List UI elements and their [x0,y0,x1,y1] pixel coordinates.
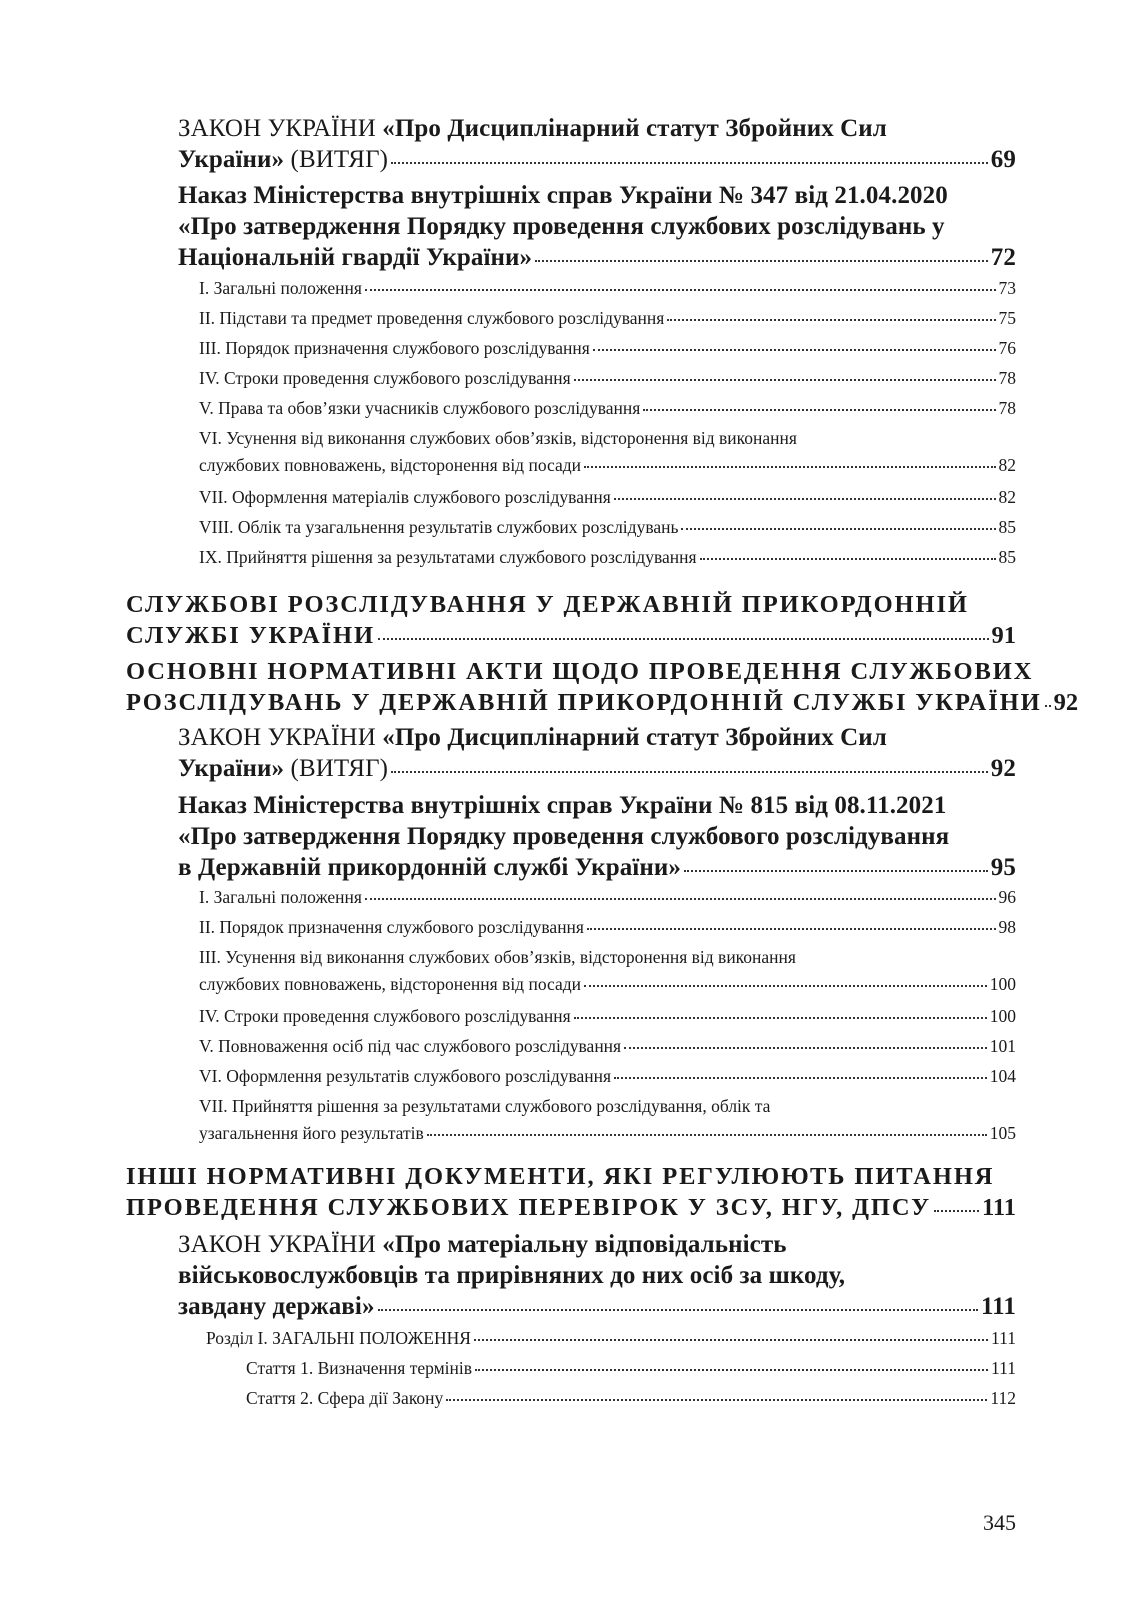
toc-entry-line [199,514,1016,541]
toc-entry-title [199,971,581,998]
toc-entry[interactable] [126,1161,1016,1223]
toc-entry-title [178,113,887,144]
toc-entry-title [178,821,949,852]
toc-entry-line [178,821,1016,852]
dot-leader [584,985,987,987]
toc-entry-title [178,722,887,753]
toc-entry-title [178,1260,845,1291]
toc-entry-line [199,335,1016,362]
toc-entry-title [199,884,362,911]
toc-entry-text: ОСНОВНІ НОРМАТИВНІ АКТИ ЩОДО ПРОВЕДЕННЯ СЛУЖБОВИХ [126,658,1034,685]
toc-entry-line [178,852,1016,883]
toc-entry-text: «Про Дисциплінарний статут Збройних Сил [382,724,887,751]
toc-entry-title [178,242,532,273]
dot-leader [593,349,996,351]
toc-entry-text: службових повноважень, відсторонення від посади [199,974,582,994]
toc-entry-text: II. Підстави та предмет проведення службового розслідування [199,308,665,328]
toc-page-number: 95 [990,854,1016,881]
toc-entry-line [126,1161,1016,1192]
dot-leader [475,1369,988,1371]
dot-leader [378,1309,978,1311]
toc-entry-title [199,395,640,422]
dot-leader [535,260,988,262]
toc-entry-title [178,211,945,242]
toc-page-number: 82 [998,455,1016,475]
toc-page-number: 92 [1053,689,1079,716]
toc-entry-text: військовослужбовців та прирівняних до них осіб за шкоду, [178,1262,846,1289]
toc-entry[interactable] [199,395,1016,422]
toc-entry-text: I. Загальні положення [199,278,362,298]
toc-entry[interactable] [199,365,1016,392]
toc-entry-text: VII. Прийняття рішення за результатами службового розслідування, облік та [199,1096,771,1116]
dot-leader [587,928,996,930]
toc-entry-line [178,1291,1016,1322]
toc-entry-line [246,1355,1016,1382]
toc-entry-line [206,1325,1016,1352]
toc-entry-line [199,1120,1016,1147]
toc-entry[interactable] [199,484,1016,511]
dot-leader [684,870,988,872]
toc-entry-text: ІНШІ НОРМАТИВНІ ДОКУМЕНТИ, ЯКІ РЕГУЛЮЮТЬ ПИТАННЯ [126,1163,995,1190]
toc-entry[interactable] [199,305,1016,332]
toc-entry-title [178,790,946,821]
toc-entry-text: VI. Усунення від виконання службових обов’язків, відсторонення від виконання [199,428,797,448]
toc-page-number: 76 [998,338,1016,358]
toc-entry-line [178,211,1016,242]
toc-entry[interactable] [199,514,1016,541]
toc-entry-line [199,275,1016,302]
toc-entry-text: VI. Оформлення результатів службового розслідування [199,1066,612,1086]
toc-entry-line [246,1385,1016,1412]
toc-page-number: 100 [989,1006,1016,1026]
dot-leader [378,638,989,640]
page-number: 345 [983,1510,1016,1535]
toc-entry-title [199,425,797,452]
toc-entry-title [199,275,362,302]
toc-entry-text: V. Права та обов’язки учасників службового розслідування [199,398,641,418]
toc-page-number: 98 [998,917,1016,937]
toc-entry-line [199,914,1016,941]
toc-entry-title [199,544,697,571]
toc-page-number: 92 [990,755,1016,782]
toc-entry[interactable] [206,1325,1016,1352]
toc-entry-title [199,305,664,332]
toc-entry-line [199,484,1016,511]
toc-page-number: 91 [991,622,1016,649]
toc-entry-title [178,180,948,211]
toc-entry-line [178,790,1016,821]
toc-page-number: 85 [998,517,1016,537]
toc-entry-title [199,944,796,971]
toc-entry-text: (ВИТЯГ) [284,755,389,782]
toc-entry-text: ЗАКОН УКРАЇНИ [178,724,383,751]
toc-entry-title [178,852,681,883]
toc-page-number: 111 [981,1194,1016,1221]
toc-page-number: 78 [998,398,1016,418]
toc-entry-title [246,1385,443,1412]
toc-entry-title [126,589,969,620]
toc-entry-text: IX. Прийняття рішення за результатами службового розслідування [199,547,697,567]
toc-entry-line [199,1003,1016,1030]
toc-entry-line [199,1093,1016,1120]
toc-entry-title [126,620,375,651]
toc-page-number: 72 [990,244,1016,271]
toc-entry-text: в Державній прикордонній службі України» [178,854,681,881]
dot-leader [624,1047,987,1049]
toc-entry-text: ПРОВЕДЕННЯ СЛУЖБОВИХ ПЕРЕВІРОК У ЗСУ, НГУ, ДПСУ [126,1194,932,1221]
toc-entry-line [126,589,1016,620]
toc-entry-title [199,1003,571,1030]
toc-entry-line [199,305,1016,332]
toc-entry-title [178,1291,375,1322]
toc-entry-text: I. Загальні положення [199,887,362,907]
toc-entry-text: III. Порядок призначення службового розслідування [199,338,590,358]
toc-entry[interactable] [199,275,1016,302]
toc-entry-line [199,1063,1016,1090]
toc-entry-text: завдану державі» [178,1293,375,1320]
toc-entry-title [199,365,571,392]
toc-entry-line [199,944,1016,971]
dot-leader [667,319,995,321]
toc-entry-text: Наказ Міністерства внутрішніх справ України № 347 від 21.04.2020 [178,182,948,209]
toc-entry-text: VII. Оформлення матеріалів службового розслідування [199,487,611,507]
dot-leader [681,528,995,530]
toc-entry[interactable] [126,589,1016,651]
toc-page-number: 85 [998,547,1016,567]
dot-leader [391,771,988,773]
toc-entry-title [199,914,584,941]
toc-entry[interactable] [178,722,1016,784]
toc-entry-line [126,656,1034,687]
toc-entry-title [178,144,388,175]
toc-entry-line [126,620,1016,651]
toc-entry-text: VIII. Облік та узагальнення результатів службових розслідувань [199,517,679,537]
toc-page-number: 96 [998,887,1016,907]
toc-entry-line [199,365,1016,392]
toc-entry-line [199,971,1016,998]
toc-entry-line [178,242,1016,273]
toc-entry-text: «Про матеріальну відповідальність [382,1231,787,1258]
toc-entry-text: (ВИТЯГ) [284,146,389,173]
toc-entry-line [178,1260,1016,1291]
toc-entry-line [199,425,1016,452]
toc-entry-text: ЗАКОН УКРАЇНИ [178,1231,383,1258]
dot-leader [700,558,996,560]
dot-leader [1045,705,1051,707]
toc-entry-text: СЛУЖБІ УКРАЇНИ [126,622,375,649]
toc-entry-line [178,753,1016,784]
dot-leader [446,1399,987,1401]
toc-page-number: 101 [989,1036,1016,1056]
dot-leader [574,379,996,381]
toc-entry[interactable] [178,180,1016,273]
toc-entry-line [178,144,1016,175]
toc-entry-title [199,514,678,541]
toc-page-number: 69 [990,146,1016,173]
toc-entry-title [199,1033,621,1060]
toc-entry-line [199,884,1016,911]
toc-entry-line [199,544,1016,571]
toc-entry[interactable] [199,1003,1016,1030]
toc-entry-line [199,452,1016,479]
toc-page-number: 112 [990,1388,1016,1408]
toc-entry-title [199,335,590,362]
toc-page-number: 105 [989,1123,1016,1143]
toc-entry-text: «Про Дисциплінарний статут Збройних Сил [382,115,887,142]
toc-entry-title [246,1355,472,1382]
toc-entry-text: IV. Строки проведення службового розслідування [199,1006,571,1026]
dot-leader [474,1339,988,1341]
toc-entry[interactable] [199,1063,1016,1090]
toc-entry-text: України» [178,146,285,173]
toc-page-number: 104 [989,1066,1016,1086]
toc-entry[interactable] [199,1093,1016,1147]
dot-leader [427,1134,987,1136]
toc-entry-text: ЗАКОН УКРАЇНИ [178,115,383,142]
toc-entry[interactable] [199,1033,1016,1060]
toc-entry-title [199,484,611,511]
toc-entry-line [178,113,1016,144]
toc-entry[interactable] [199,335,1016,362]
dot-leader [934,1210,979,1212]
toc-entry-text: службових повноважень, відсторонення від посади [199,455,582,475]
toc-entry[interactable] [178,790,1016,883]
dot-leader [365,898,996,900]
toc-entry-text: узагальнення його результатів [199,1123,424,1143]
toc-entry-line [199,1033,1016,1060]
dot-leader [574,1017,987,1019]
dot-leader [365,289,996,291]
toc-entry[interactable] [246,1385,1016,1412]
toc-entry-text: Розділ I. ЗАГАЛЬНІ ПОЛОЖЕННЯ [206,1328,471,1348]
toc-entry-title [199,1120,424,1147]
toc-entry[interactable] [246,1355,1016,1382]
toc-entry-text: РОЗСЛІДУВАНЬ У ДЕРЖАВНІЙ ПРИКОРДОННІЙ СЛУЖБІ УКРАЇНИ [126,689,1042,716]
toc-entry-line [126,687,1079,718]
toc-entry-title [126,1192,931,1223]
toc-entry-title [199,1093,770,1120]
toc-page-number: 111 [991,1358,1016,1378]
toc-entry-text: IV. Строки проведення службового розслідування [199,368,571,388]
toc-page-number: 111 [991,1328,1016,1348]
toc-entry-title [178,1229,787,1260]
toc-entry-text: II. Порядок призначення службового розслідування [199,917,584,937]
toc-entry-text: Стаття 1. Визначення термінів [246,1358,473,1378]
toc-entry-line [199,395,1016,422]
toc-entry-title [126,1161,994,1192]
toc-entry-text: Національній гвардії України» [178,244,533,271]
dot-leader [614,1077,987,1079]
toc-page-number: 111 [980,1293,1016,1320]
toc-page-number: 82 [998,487,1016,507]
toc-entry-title [199,452,581,479]
toc-entry[interactable] [199,944,1016,998]
toc-page-number: 73 [998,278,1016,298]
toc-entry-text: Стаття 2. Сфера дії Закону [246,1388,444,1408]
toc-entry[interactable] [199,884,1016,911]
toc-entry-line [126,1192,1016,1223]
dot-leader [614,498,996,500]
toc-entry-title [126,687,1042,718]
toc-entry[interactable] [178,113,1016,175]
toc-page-number: 100 [989,974,1016,994]
toc-entry-title [178,753,388,784]
toc-entry-text: Наказ Міністерства внутрішніх справ України № 815 від 08.11.2021 [178,792,947,819]
dot-leader [391,162,988,164]
toc-entry-text: «Про затвердження Порядку проведення службових розслідувань у [178,213,945,240]
toc-entry-line [178,180,1016,211]
toc-entry-text: «Про затвердження Порядку проведення службового розслідування [178,823,950,850]
toc-entry[interactable] [199,544,1016,571]
toc-entry-text: V. Повноваження осіб під час службового розслідування [199,1036,622,1056]
toc-entry[interactable] [199,425,1016,479]
toc-entry-title [199,1063,611,1090]
toc-entry-text: СЛУЖБОВІ РОЗСЛІДУВАННЯ У ДЕРЖАВНІЙ ПРИКОРДОННІЙ [126,591,969,618]
toc-entry[interactable] [199,914,1016,941]
toc-entry-title [206,1325,471,1352]
toc-entry[interactable] [178,1229,1016,1322]
toc-page-number: 78 [998,368,1016,388]
toc-entry-text: III. Усунення від виконання службових обов’язків, відсторонення від виконання [199,947,796,967]
toc-entry-text: України» [178,755,285,782]
dot-leader [584,466,995,468]
toc-entry[interactable] [126,656,1079,718]
toc-entry-line [178,1229,1016,1260]
toc-page-number: 75 [998,308,1016,328]
toc-entry-line [178,722,1016,753]
dot-leader [643,409,995,411]
toc-entry-title [126,656,1033,687]
